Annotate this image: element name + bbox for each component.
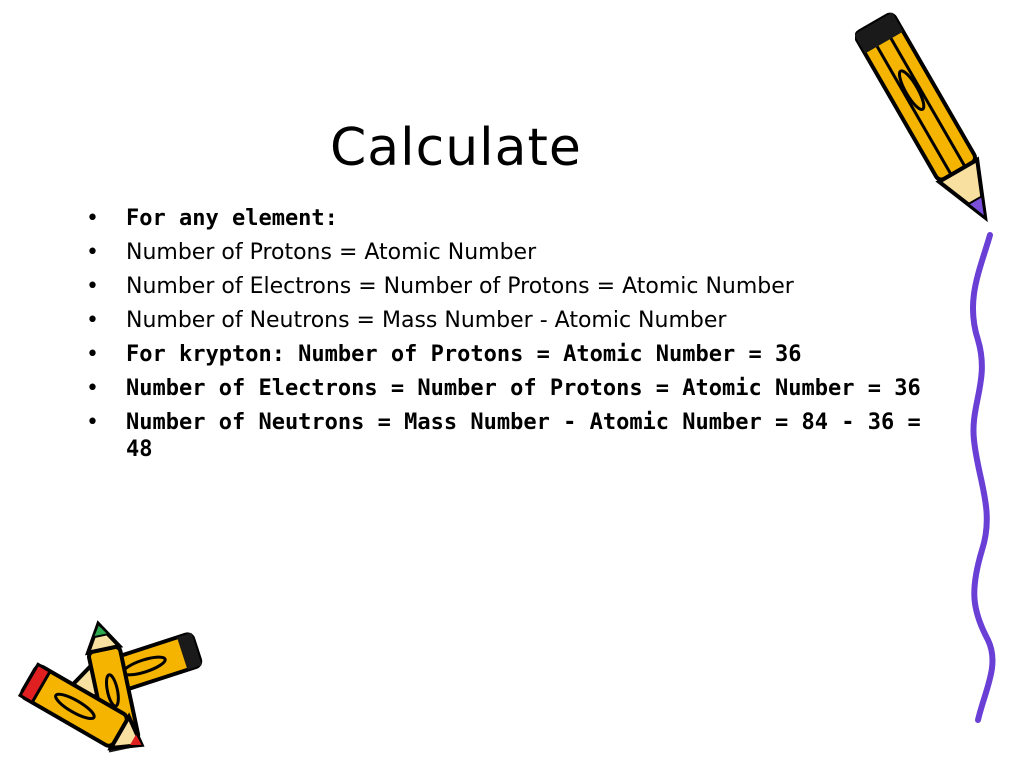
bullet-text: Number of Protons = Atomic Number <box>126 240 537 265</box>
bullet-text: Number of Electrons = Number of Protons = Atomic Number = 36 <box>126 376 921 401</box>
slide-title: Calculate <box>330 118 582 178</box>
bullet-text: Number of Electrons = Number of Protons = Atomic Number <box>126 274 794 299</box>
bullet-item <box>86 205 946 232</box>
bullet-icon: • <box>86 206 99 231</box>
bullet-list <box>86 205 946 470</box>
bullet-icon: • <box>86 308 99 333</box>
bullet-icon: • <box>86 410 99 435</box>
bullet-item <box>86 341 946 368</box>
bullet-item <box>86 239 946 266</box>
bullet-text: For krypton: Number of Protons = Atomic Number = 36 <box>126 342 802 367</box>
bullet-text: Number of Neutrons = Mass Number - Atomic Number = 84 - 36 = 48 <box>126 410 921 462</box>
bullet-item <box>86 409 946 463</box>
bullet-icon: • <box>86 376 99 401</box>
squiggle-line <box>960 230 1010 730</box>
bullet-text: For any element: <box>126 206 338 231</box>
pencil-icon <box>0 655 155 760</box>
bullet-item <box>86 307 946 334</box>
bullet-text: Number of Neutrons = Mass Number - Atomic Number <box>126 308 727 333</box>
bullet-item <box>86 375 946 402</box>
bullet-icon: • <box>86 274 99 299</box>
bullet-item <box>86 273 946 300</box>
bullet-icon: • <box>86 342 99 367</box>
bullet-icon: • <box>86 240 99 265</box>
